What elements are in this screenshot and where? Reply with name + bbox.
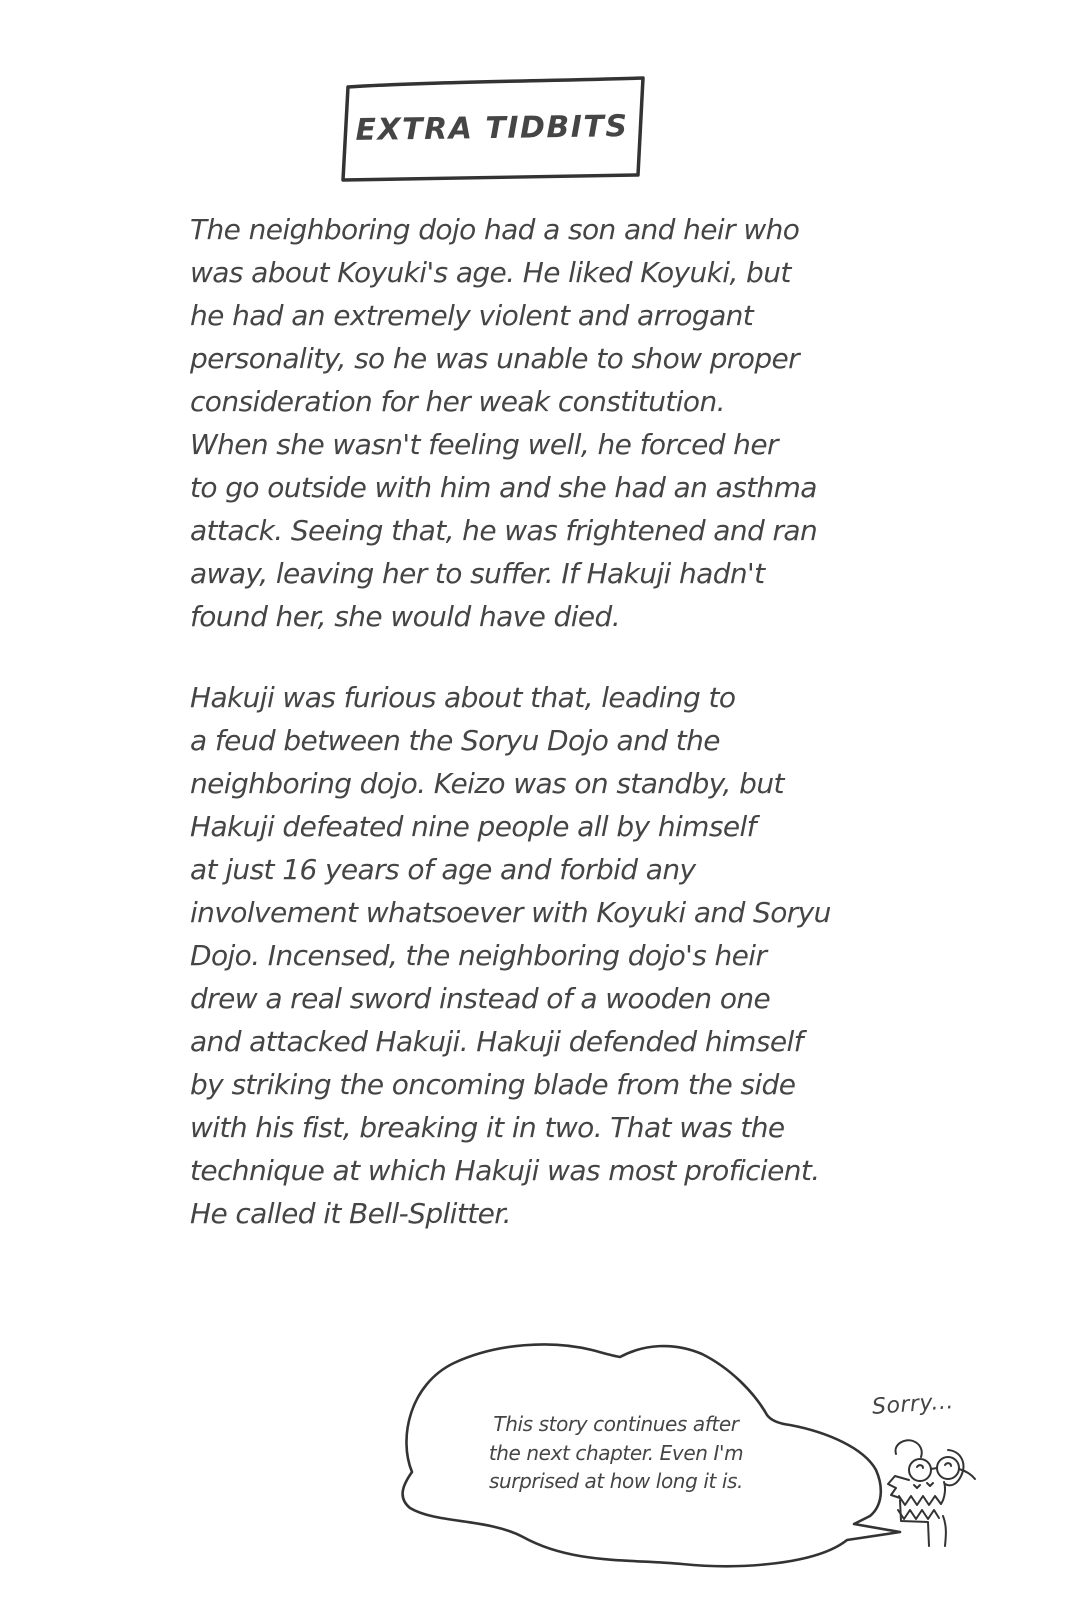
text-line: a feud between the Soryu Dojo and the <box>190 724 720 757</box>
text-line: neighboring dojo. Keizo was on standby, but <box>190 767 784 800</box>
text-line: away, leaving her to suffer. If Hakuji hadn't <box>190 557 765 590</box>
text-line: The neighboring dojo had a son and heir who <box>190 213 800 246</box>
text-line: technique at which Hakuji was most proficient. <box>190 1154 820 1187</box>
text-line: he had an extremely violent and arrogant <box>190 299 754 332</box>
text-line: drew a real sword instead of a wooden one <box>190 982 771 1015</box>
text-line: Dojo. Incensed, the neighboring dojo's heir <box>190 939 767 972</box>
bubble-line: the next chapter. Even I'm <box>488 1440 744 1465</box>
paragraph-1 <box>190 208 817 638</box>
bubble-line: surprised at how long it is. <box>488 1469 744 1493</box>
text-line: When she wasn't feeling well, he forced her <box>190 428 778 461</box>
text-line: Hakuji was furious about that, leading to <box>190 681 736 714</box>
text-line: and attacked Hakuji. Hakuji defended himself <box>190 1025 803 1058</box>
text-line: He called it Bell-Splitter. <box>190 1197 511 1230</box>
text-line: consideration for her weak constitution. <box>190 385 725 418</box>
text-line: found her, she would have died. <box>190 600 621 633</box>
text-line: involvement whatsoever with Koyuki and Soryu <box>190 896 831 929</box>
text-line: by striking the oncoming blade from the side <box>190 1068 796 1101</box>
paragraph-2 <box>190 676 831 1235</box>
page-title: EXTRA TIDBITS <box>355 108 629 148</box>
text-line: at just 16 years of age and forbid any <box>190 853 696 886</box>
text-line: was about Koyuki's age. He liked Koyuki, but <box>190 256 791 289</box>
sorry-label: Sorry... <box>871 1389 955 1420</box>
speech-bubble-text <box>448 1410 784 1496</box>
text-line: personality, so he was unable to show proper <box>190 342 800 375</box>
text-line: to go outside with him and she had an asthma <box>190 471 817 504</box>
bubble-line: This story continues after <box>493 1412 739 1436</box>
title-box <box>336 74 648 182</box>
author-doodle-icon <box>884 1438 984 1550</box>
text-line: with his fist, breaking it in two. That was the <box>190 1111 785 1144</box>
text-line: Hakuji defeated nine people all by himself <box>190 810 756 843</box>
text-line: attack. Seeing that, he was frightened and ran <box>190 514 818 547</box>
